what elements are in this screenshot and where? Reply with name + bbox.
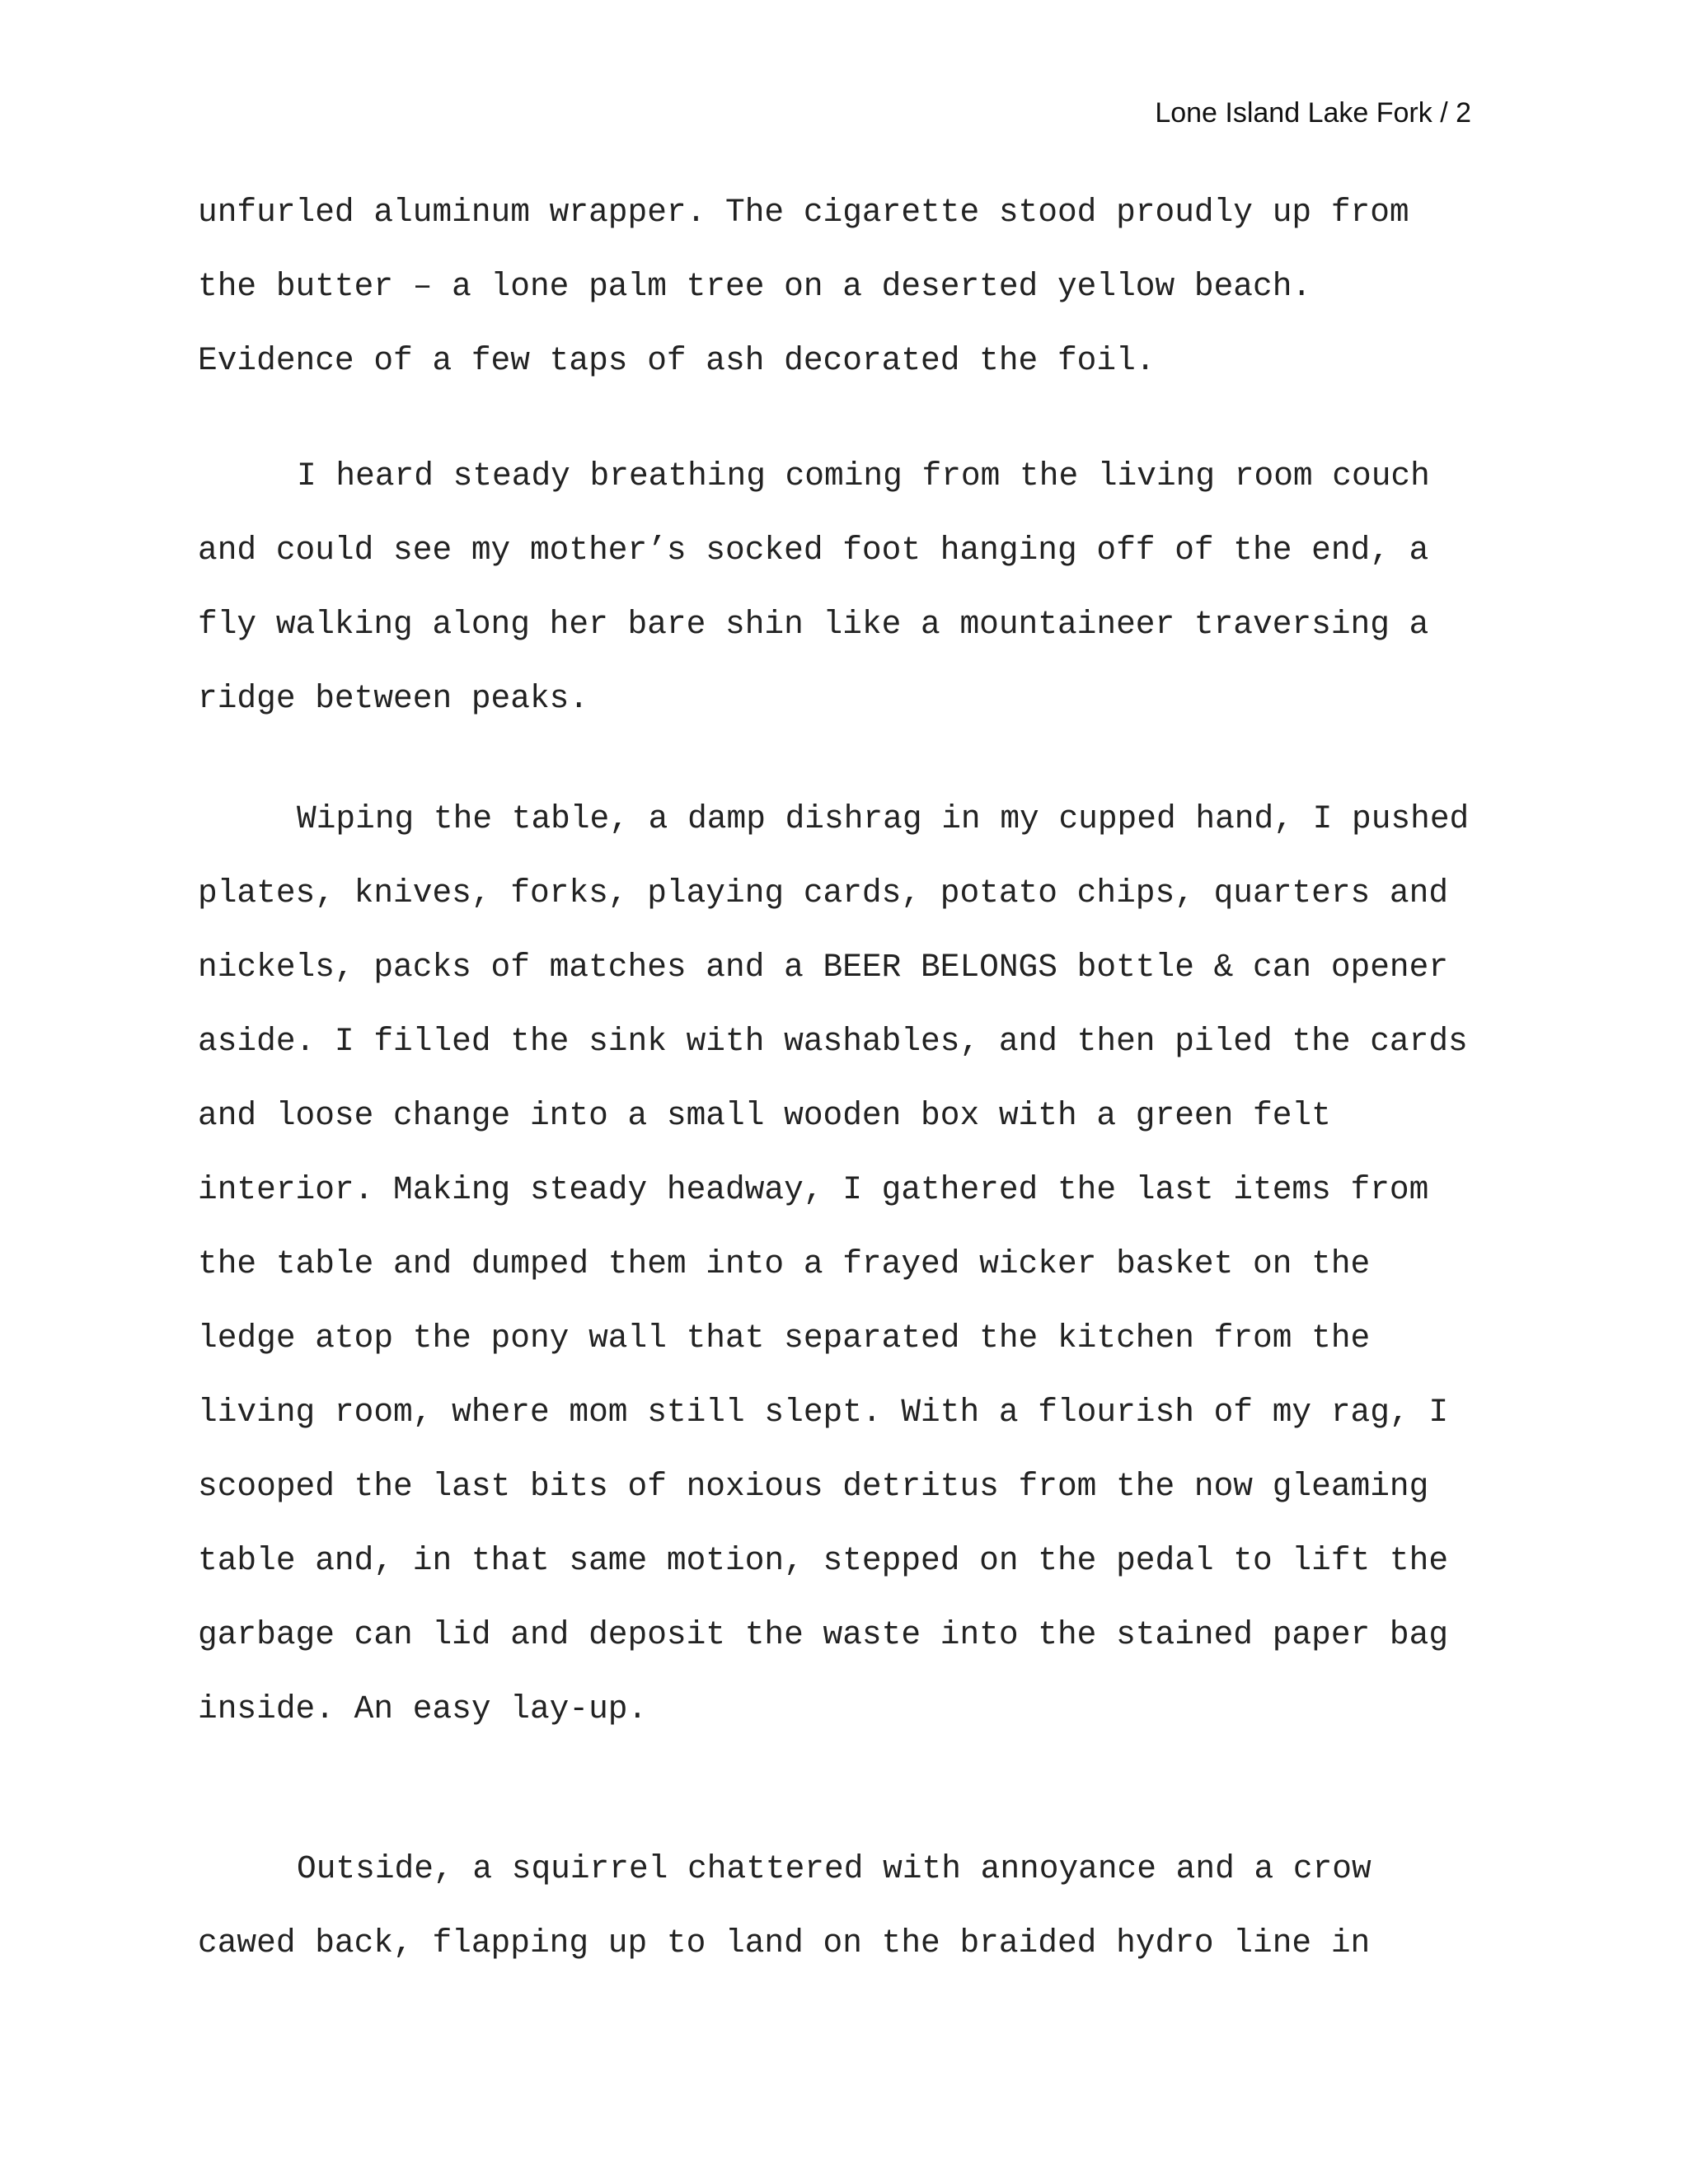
text-line: inside. An easy lay-up. [198,1690,648,1727]
text-line: and could see my mother’s socked foot hanging off of the end, a [198,532,1429,569]
text-line: the butter – a lone palm tree on a deserted yellow beach. [198,268,1312,305]
text-line: Wiping the table, a damp dishrag in my cupped hand, I pushed [297,800,1470,837]
text-line: Evidence of a few taps of ash decorated the foil. [198,342,1156,379]
text-line: and loose change into a small wooden box with a green felt [198,1097,1331,1134]
text-line: cawed back, flapping up to land on the braided hydro line in [198,1924,1371,1961]
text-line: aside. I filled the sink with washables, and then piled the cards [198,1023,1468,1060]
text-line: ridge between peaks. [198,680,589,717]
text-line: Outside, a squirrel chattered with annoyance and a crow [297,1850,1372,1887]
text-line: scooped the last bits of noxious detritus from the now gleaming [198,1468,1429,1505]
text-line: nickels, packs of matches and a BEER BELONGS bottle & can opener [198,949,1449,986]
text-line: ledge atop the pony wall that separated the kitchen from the [198,1319,1371,1357]
text-line: I heard steady breathing coming from the living room couch [297,457,1430,494]
text-line: fly walking along her bare shin like a mountaineer traversing a [198,606,1429,643]
text-line: interior. Making steady headway, I gathered the last items from [198,1171,1429,1208]
text-line: unfurled aluminum wrapper. The cigarette stood proudly up from [198,194,1409,231]
text-line: the table and dumped them into a frayed wicker basket on the [198,1245,1371,1282]
text-line: plates, knives, forks, playing cards, potato chips, quarters and [198,874,1449,912]
running-header: Lone Island Lake Fork / 2 [1155,97,1471,129]
text-line: table and, in that same motion, stepped on the pedal to lift the [198,1542,1449,1579]
text-line: living room, where mom still slept. With a flourish of my rag, I [198,1394,1449,1431]
text-line: garbage can lid and deposit the waste into the stained paper bag [198,1616,1449,1653]
